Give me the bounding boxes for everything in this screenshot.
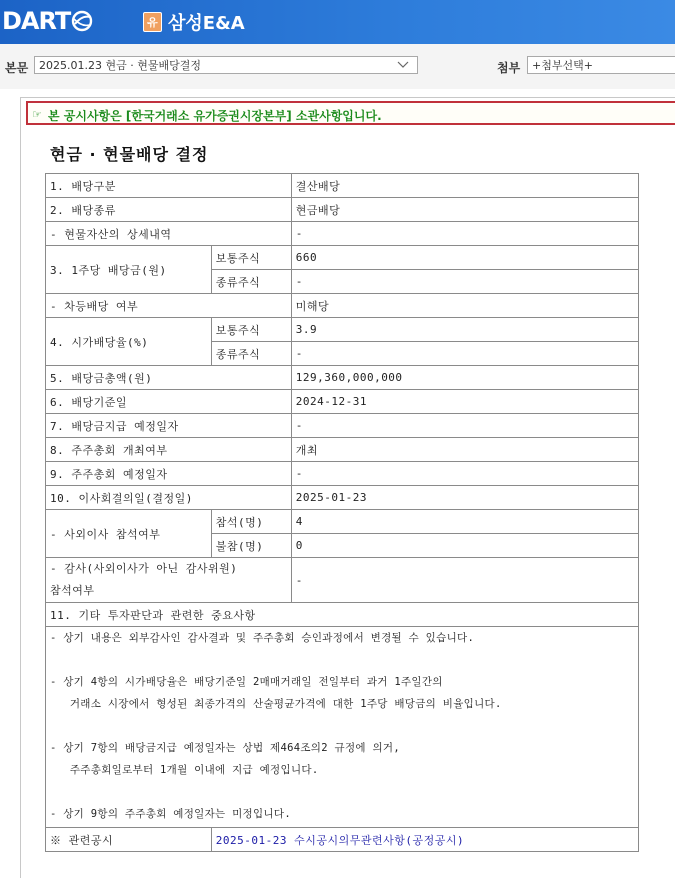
row-value: - <box>291 462 638 486</box>
row-label: 4. 시가배당율(%) <box>46 318 212 366</box>
row-label: 6. 배당기준일 <box>46 390 292 414</box>
table-row <box>46 438 639 462</box>
row-value: 0 <box>291 534 638 558</box>
row-value: 개최 <box>291 438 638 462</box>
row-label: 7. 배당금지급 예정일자 <box>46 414 292 438</box>
table-row <box>46 222 639 246</box>
document-viewer <box>0 89 675 873</box>
market-badge: 유 <box>143 12 162 32</box>
logo-text: DART <box>2 7 71 35</box>
row-value: 미해당 <box>291 294 638 318</box>
row-label: - 감사(사외이사가 아닌 감사위원) 참석여부 <box>46 558 292 603</box>
row-value: 2025-01-23 <box>291 486 638 510</box>
document-title: 현금 · 현물배당 결정 <box>50 145 209 164</box>
row-sublabel: 보통주식 <box>211 318 291 342</box>
row-value: 결산배당 <box>291 174 638 198</box>
table-row <box>46 366 639 390</box>
row-sublabel: 불참(명) <box>211 534 291 558</box>
row-sublabel: 종류주식 <box>211 270 291 294</box>
disclosure-table <box>45 173 639 852</box>
pointing-hand-icon: ☞ <box>32 108 42 121</box>
row-label: 3. 1주당 배당금(원) <box>46 246 212 294</box>
table-row <box>46 294 639 318</box>
app-header <box>0 0 675 44</box>
table-row <box>46 462 639 486</box>
company-name: 삼성E&A <box>168 13 245 34</box>
row-label: 11. 기타 투자판단과 관련한 중요사항 <box>46 603 639 627</box>
notes-text: - 상기 내용은 외부감사인 감사결과 및 주주총회 승인과정에서 변경될 수 있습니다. - 상기 4항의 시가배당율은 배당기준일 2매매거래일 전일부터 과거 1주일간의 거래소 시장에서 형성된 최종가격의 산술평균가격에 대한 1주당 배당금의 비율입니다. - 상기 7항의 배당금지급 예정일자는 상법 제464조의2 규정에 의거, 주주총회일로부터 1개월 이내에 지급 예정입니다. - 상기 9항의 주주총회 예정일자는 미정입니다. <box>46 627 639 828</box>
table-row <box>46 198 639 222</box>
attach-label: 첨부 <box>497 61 521 75</box>
jurisdiction-notice <box>26 101 675 125</box>
row-sublabel: 보통주식 <box>211 246 291 270</box>
table-row <box>46 558 639 603</box>
attach-select-value: +첨부선택+ <box>532 59 593 72</box>
row-label: 10. 이사회결의일(결정일) <box>46 486 292 510</box>
row-value: 129,360,000,000 <box>291 366 638 390</box>
row-label: 9. 주주총회 예정일자 <box>46 462 292 486</box>
body-select-value: 2025.01.23 현금 · 현물배당결정 <box>39 59 201 72</box>
row-sublabel: 참석(명) <box>211 510 291 534</box>
row-value: - <box>291 342 638 366</box>
row-label: 2. 배당종류 <box>46 198 292 222</box>
table-row <box>46 603 639 627</box>
body-label: 본문 <box>5 61 29 75</box>
toolbar <box>0 44 675 90</box>
body-select[interactable] <box>34 56 418 74</box>
globe-icon <box>71 10 93 32</box>
row-sublabel: 종류주식 <box>211 342 291 366</box>
row-value: 2024-12-31 <box>291 390 638 414</box>
notice-text: 본 공시사항은 [한국거래소 유가증권시장본부] 소관사항입니다. <box>48 109 382 123</box>
table-row <box>46 510 639 534</box>
table-row <box>46 390 639 414</box>
table-row <box>46 627 639 828</box>
row-label: 1. 배당구분 <box>46 174 292 198</box>
table-row <box>46 174 639 198</box>
row-value: - <box>291 558 638 603</box>
row-value: - <box>291 222 638 246</box>
table-row <box>46 318 639 342</box>
related-disclosure-link[interactable]: 2025-01-23 수시공시의무관련사항(공정공시) <box>211 828 638 852</box>
table-row <box>46 828 639 852</box>
chevron-down-icon <box>397 59 409 71</box>
row-label: 5. 배당금총액(원) <box>46 366 292 390</box>
row-value: 660 <box>291 246 638 270</box>
row-value: 3.9 <box>291 318 638 342</box>
attach-select[interactable] <box>527 56 675 74</box>
row-value: 현금배당 <box>291 198 638 222</box>
row-value: 4 <box>291 510 638 534</box>
row-label: - 차등배당 여부 <box>46 294 292 318</box>
row-label: - 현물자산의 상세내역 <box>46 222 292 246</box>
row-label: 8. 주주총회 개최여부 <box>46 438 292 462</box>
row-label: - 사외이사 참석여부 <box>46 510 212 558</box>
row-value: - <box>291 414 638 438</box>
row-value: - <box>291 270 638 294</box>
row-label: ※ 관련공시 <box>46 828 212 852</box>
table-row <box>46 486 639 510</box>
dart-logo[interactable] <box>2 7 93 35</box>
table-row <box>46 414 639 438</box>
table-row <box>46 246 639 270</box>
